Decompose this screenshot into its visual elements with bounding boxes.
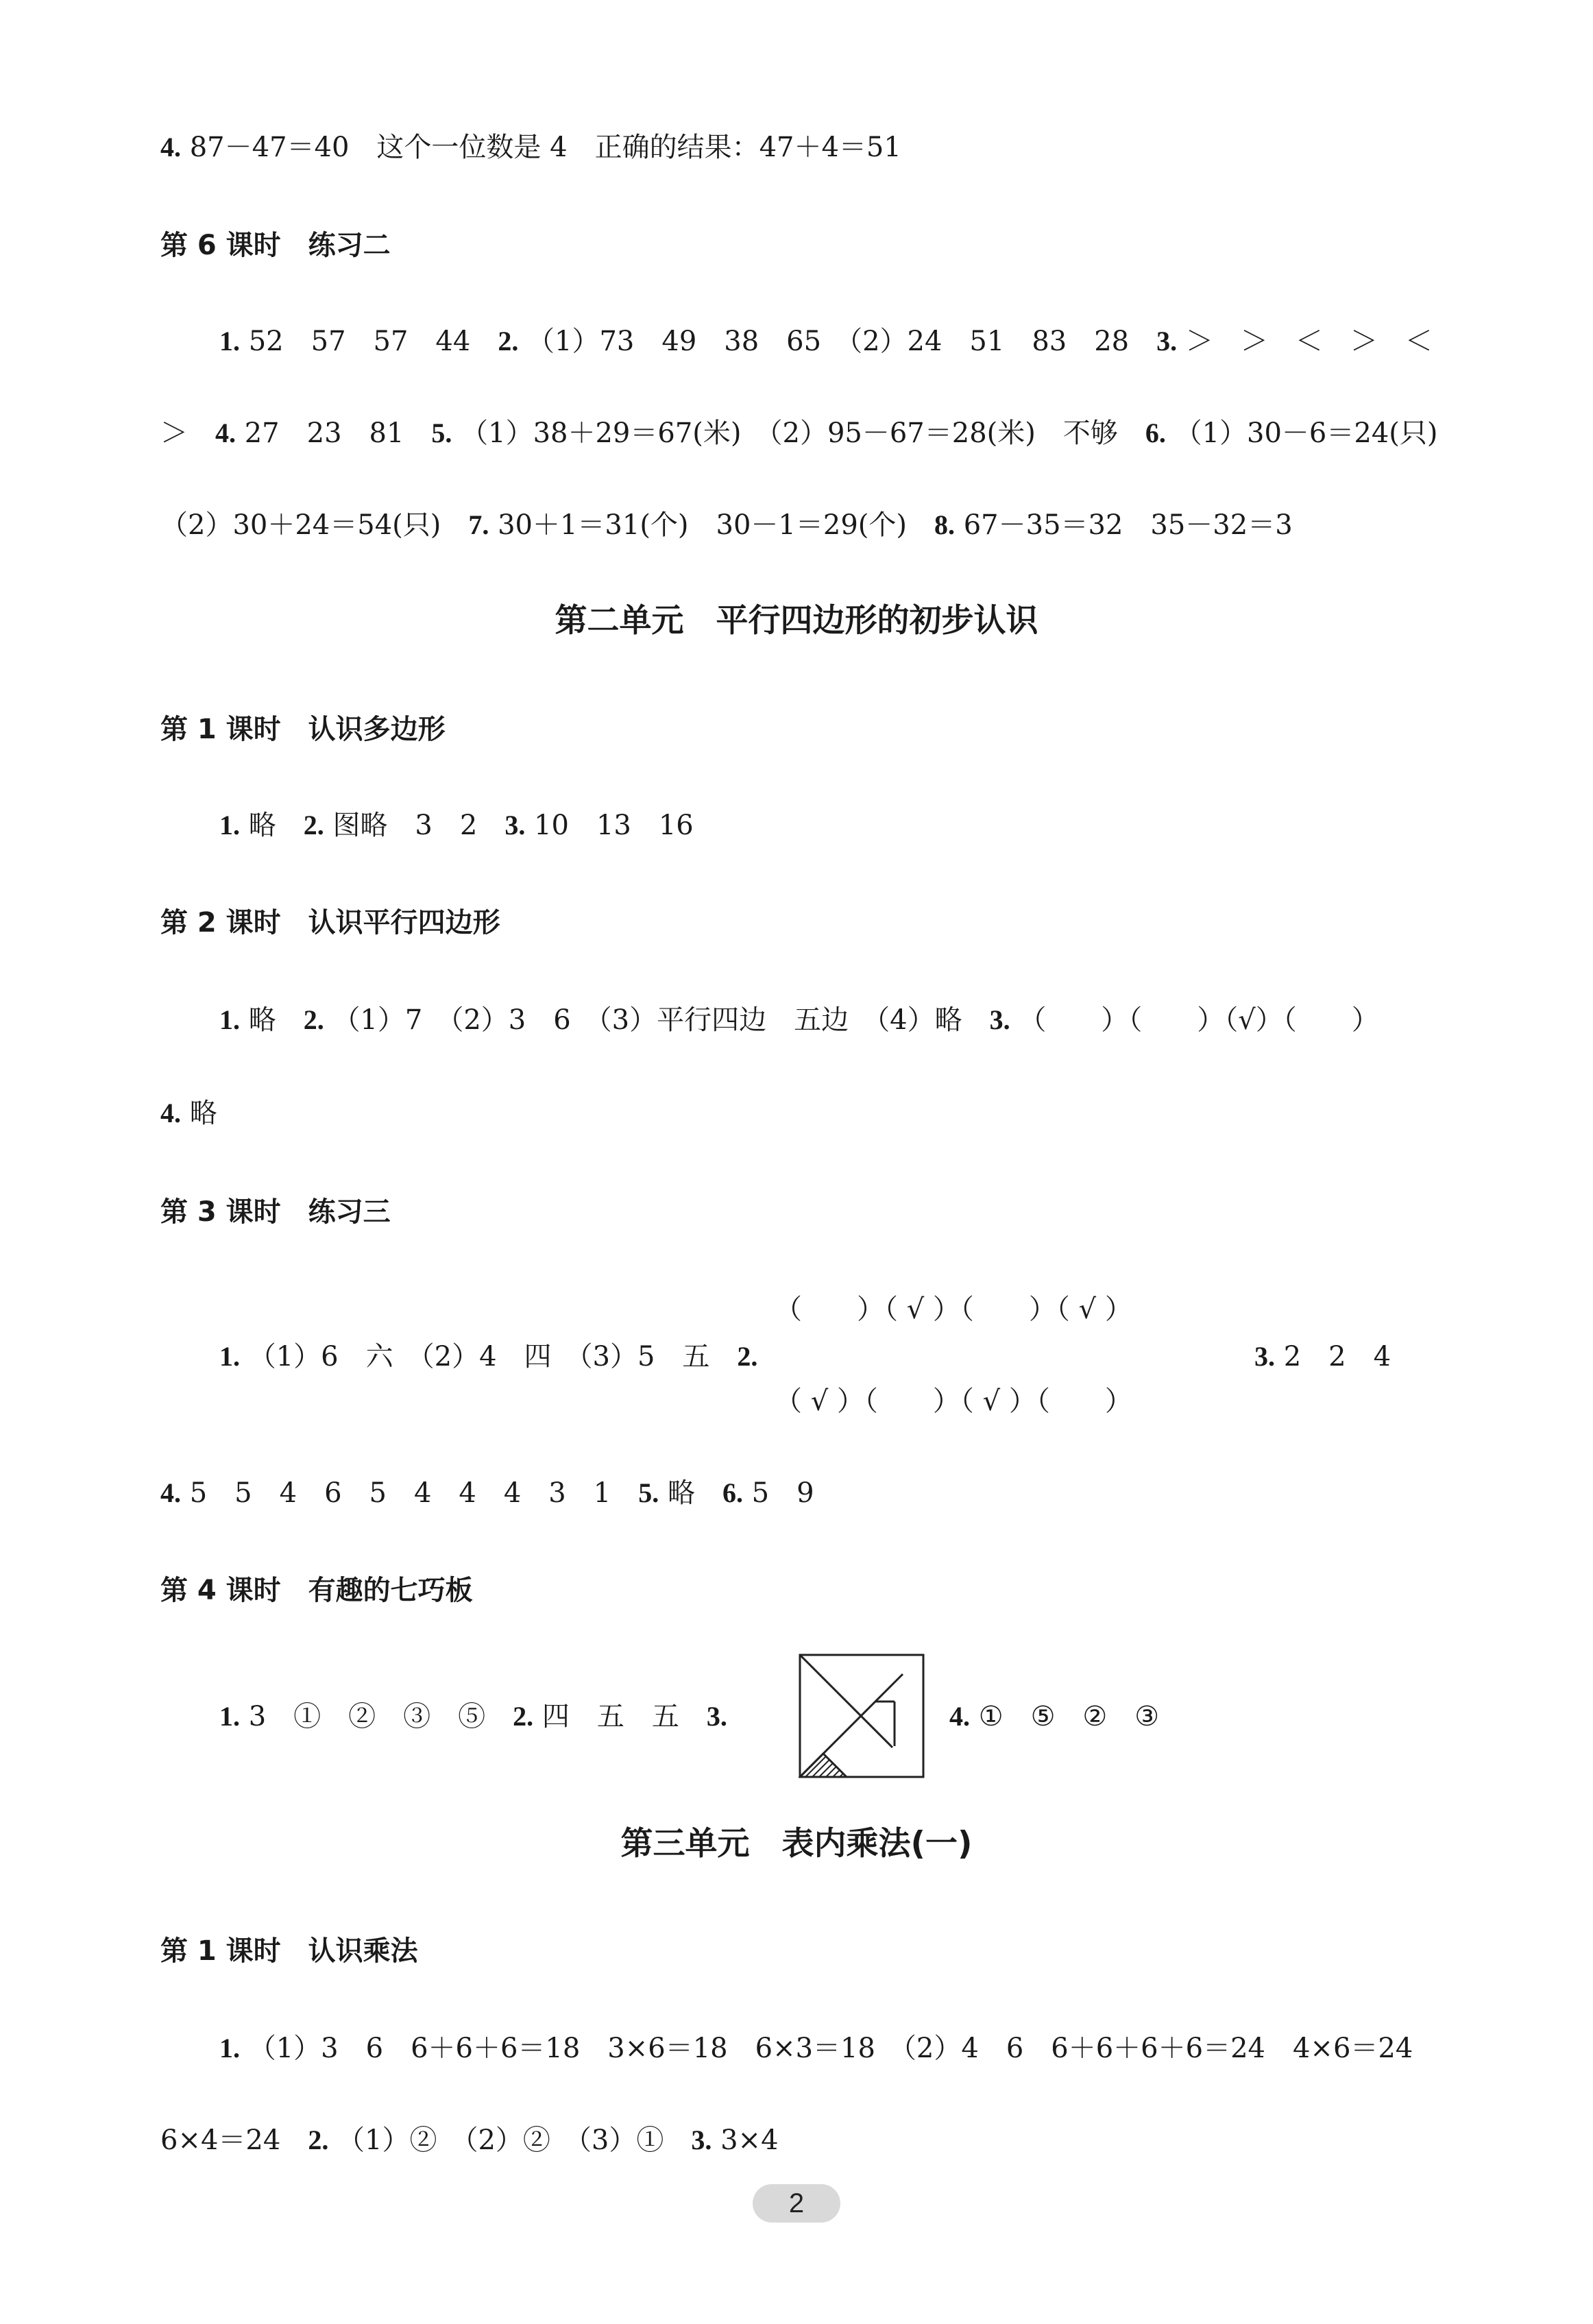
lesson-heading: 第 4 课时 有趣的七巧板	[160, 1575, 473, 1606]
answer-grid-top: （ ）（ √ ）（ ）（ √ ）	[775, 1294, 1132, 1325]
answer-line: 4. ① ⑤ ② ③	[949, 1701, 1160, 1732]
lesson-heading: 第 6 课时 练习二	[160, 230, 391, 261]
answer-line: 1. （1）6 六 （2）4 四 （3）5 五 2.	[219, 1341, 758, 1372]
unit-heading: 第三单元 表内乘法(一)	[620, 1825, 973, 1863]
answer-line: 1. 3 ① ② ③ ⑤ 2. 四 五 五 3.	[219, 1701, 727, 1732]
page-number: 2	[753, 2184, 840, 2223]
answer-line: 1. （1）3 6 6＋6＋6＝18 3×6＝18 6×3＝18 （2）4 6 6＋6＋6＋6＝24 4×6＝24	[219, 2033, 1413, 2064]
answer-line: 4. 5 5 4 6 5 4 4 4 3 1 5. 略 6. 5 9	[160, 1477, 814, 1509]
answer-line: ＞ 4. 27 23 81 5. （1）38＋29＝67(米) （2）95－67＝28(米) 不够 6. （1）30－6＝24(只)	[160, 417, 1438, 449]
answer-line: （2）30＋24＝54(只) 7. 30＋1＝31(个) 30－1＝29(个) 8. 67－35＝32 35－32＝3	[160, 509, 1293, 541]
answer-line: 1. 52 57 57 44 2. （1）73 49 38 65 （2）24 51 83 28 3. ＞ ＞ ＜ ＞ ＜	[219, 326, 1433, 357]
lesson-heading: 第 1 课时 认识乘法	[160, 1935, 418, 1967]
answer-line: 6×4＝24 2. （1）② （2）② （3）① 3. 3×4	[160, 2125, 779, 2156]
tangram-figure	[799, 1654, 925, 1780]
answer-grid-bottom: （ √ ）（ ）（ √ ）（ ）	[775, 1385, 1132, 1417]
answer-line: 3. 2 2 4	[1254, 1341, 1391, 1372]
answer-line: 4. 略	[160, 1098, 217, 1129]
answer-line: 1. 略 2. （1）7 （2）3 6 （3）平行四边 五边 （4）略 3. （ ）（ ）（√）（ ）	[219, 1004, 1379, 1036]
lesson-heading: 第 3 课时 练习三	[160, 1196, 391, 1228]
lesson-heading: 第 1 课时 认识多边形	[160, 714, 446, 745]
answer-line-top: 4. 87－47＝40 这个一位数是 4 正确的结果：47＋4＝51	[160, 132, 901, 163]
answer-line: 1. 略 2. 图略 3 2 3. 10 13 16	[219, 810, 694, 841]
unit-heading: 第二单元 平行四边形的初步认识	[555, 602, 1038, 640]
lesson-heading: 第 2 课时 认识平行四边形	[160, 907, 500, 939]
